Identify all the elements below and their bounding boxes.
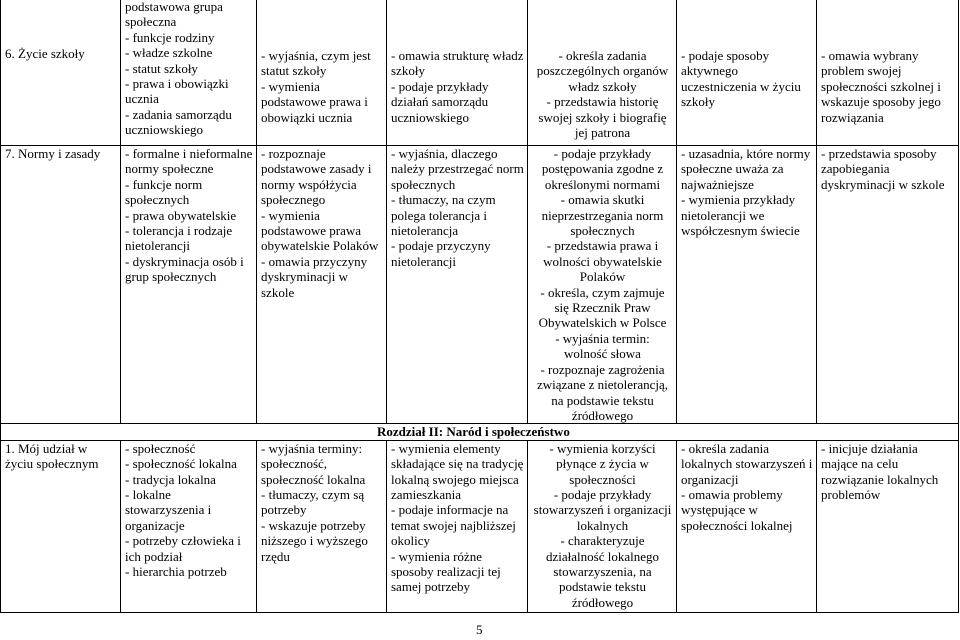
cell-line: - lokalne stowarzyszenia i organizacje: [125, 486, 212, 533]
req-cell-5: [817, 0, 959, 146]
cell-line: - wymienia podstawowe prawa obywatelskie Polaków: [261, 207, 379, 254]
content-cell: [121, 440, 257, 612]
cell-line: - statut szkoły: [125, 60, 198, 76]
cell-line: - określa, czym zajmuje się Rzecznik Praw Obywatelskich w Polsce: [538, 284, 667, 331]
cell-line: - wyjaśnia terminy: społeczność, społeczność lokalna: [261, 440, 366, 487]
table-row: [1, 440, 959, 612]
cell-line: - inicjuje działania mające na celu rozwiązanie lokalnych problemów: [821, 440, 939, 502]
req-cell-1: [257, 440, 387, 612]
cell-line: - wyjaśnia, dlaczego należy przestrzegać norm społecznych: [391, 146, 524, 192]
cell-line: - wyjaśnia termin: wolność słowa: [555, 330, 650, 362]
cell-line: - uzasadnia, które normy społeczne uważa za najważniejsze: [681, 146, 811, 192]
cell-line: - omawia przyczyny dyskryminacji w szkole: [261, 253, 368, 300]
cell-line: - rozpoznaje zagrożenia związane z nietolerancją, na podstawie tekstu źródłowego: [537, 361, 668, 423]
cell-line: - określa zadania poszczególnych organów władz szkoły: [536, 48, 669, 94]
topic-text: 1. Mój udział w życiu społecznym: [5, 440, 99, 472]
cell-line: - zadania samorządu uczniowskiego: [125, 106, 232, 138]
cell-line: - podaje przyczyny nietolerancji: [391, 238, 491, 269]
cell-line: - omawia wybrany problem swojej społeczności szkolnej i wskazuje sposoby jego rozwiązania: [821, 48, 941, 125]
cell-line: - podaje sposoby aktywnego uczestniczenia w życiu szkoły: [681, 48, 801, 110]
cell-line: - podaje informacje na temat swojej najbliższej okolicy: [391, 502, 516, 549]
cell-line: - prawa obywatelskie: [125, 207, 237, 223]
cell-line: podstawowa grupa społeczna: [125, 0, 223, 30]
cell-line: - podaje przykłady działań samorządu uczniowskiego: [391, 78, 489, 125]
cell-line: - funkcje norm społecznych: [125, 176, 203, 208]
req-cell-3: [528, 440, 677, 612]
cell-line: - określa zadania lokalnych stowarzyszeń i organizacji: [681, 440, 813, 487]
cell-line: - przedstawia historię swojej szkoły i biografię jej patrona: [538, 94, 667, 141]
cell-line: - wskazuje potrzeby niższego i wyższego rzędu: [261, 517, 368, 564]
topic-cell: [1, 0, 121, 146]
section-title: Rozdział II: Naród i społeczeństwo: [1, 424, 959, 440]
cell-line: - przedstawia sposoby zapobiegania dyskryminacji w szkole: [821, 146, 945, 192]
topic-text: 6. Życie szkoły: [5, 46, 85, 61]
topic-text: 7. Normy i zasady: [5, 146, 101, 161]
cell-line: - społeczność: [125, 440, 196, 456]
req-cell-3: [528, 146, 677, 424]
cell-line: - podaje przykłady postępowania zgodne z określonymi normami: [541, 146, 664, 192]
cell-line: - omawia problemy występujące w społeczności lokalnej: [681, 486, 793, 533]
cell-line: - społeczność lokalna: [125, 456, 237, 472]
cell-line: - potrzeby człowieka i ich podział: [125, 533, 241, 564]
req-cell-5: [817, 146, 959, 424]
topic-cell: [1, 146, 121, 424]
cell-line: - wymienia elementy składające się na tradycję lokalną swojego miejsca zamieszkania: [391, 440, 524, 502]
req-cell-5: [817, 440, 959, 612]
cell-line: - przedstawia prawa i wolności obywatelskie Polaków: [543, 238, 662, 285]
cell-line: - wymienia korzyści płynące z życia w społeczności: [549, 440, 656, 487]
cell-line: - formalne i nieformalne normy społeczne: [125, 146, 253, 177]
cell-line: - rozpoznaje podstawowe zasady i normy współżycia społecznego: [261, 146, 372, 208]
cell-line: - hierarchia potrzeb: [125, 563, 227, 579]
req-cell-4: [677, 440, 817, 612]
content-cell: [121, 146, 257, 424]
cell-line: - charakteryzuje działalność lokalnego stowarzyszenia, na podstawie tekstu źródłowego: [546, 533, 659, 610]
cell-line: - prawa i obowiązki ucznia: [125, 76, 229, 107]
table-row: [1, 146, 959, 424]
table-row: [1, 0, 959, 146]
cell-line: - tłumaczy, czym są potrzeby: [261, 486, 365, 518]
req-cell-2: [387, 0, 528, 146]
req-cell-4: [677, 0, 817, 146]
req-cell-1: [257, 0, 387, 146]
cell-line: - tolerancja i rodzaje nietolerancji: [125, 223, 233, 254]
req-cell-4: [677, 146, 817, 424]
page-number: 5: [476, 622, 483, 637]
cell-line: - omawia skutki nieprzestrzegania norm społecznych: [541, 192, 664, 239]
req-cell-3: [528, 0, 677, 146]
cell-line: - wymienia różne sposoby realizacji tej samej potrzeby: [391, 548, 501, 595]
cell-line: - wyjaśnia, czym jest statut szkoły: [261, 48, 371, 79]
cell-line: - funkcje rodziny: [125, 29, 215, 45]
req-cell-1: [257, 146, 387, 424]
content-cell: [121, 0, 257, 146]
cell-line: - wymienia przykłady nietolerancji we współczesnym świecie: [681, 192, 800, 239]
cell-line: - wymienia podstawowe prawa i obowiązki ucznia: [261, 78, 368, 125]
req-cell-2: [387, 146, 528, 424]
cell-line: - podaje przykłady stowarzyszeń i organizacji lokalnych: [533, 486, 672, 533]
cell-line: - tradycja lokalna: [125, 471, 216, 487]
cell-line: - władze szkolne: [125, 45, 213, 61]
section-heading-row: [1, 424, 959, 440]
cell-line: - dyskryminacja osób i grup społecznych: [125, 253, 244, 285]
cell-line: - tłumaczy, na czym polega tolerancja i nietolerancja: [391, 192, 496, 239]
req-cell-2: [387, 440, 528, 612]
cell-line: - omawia strukturę władz szkoły: [391, 48, 524, 79]
topic-cell: [1, 440, 121, 612]
